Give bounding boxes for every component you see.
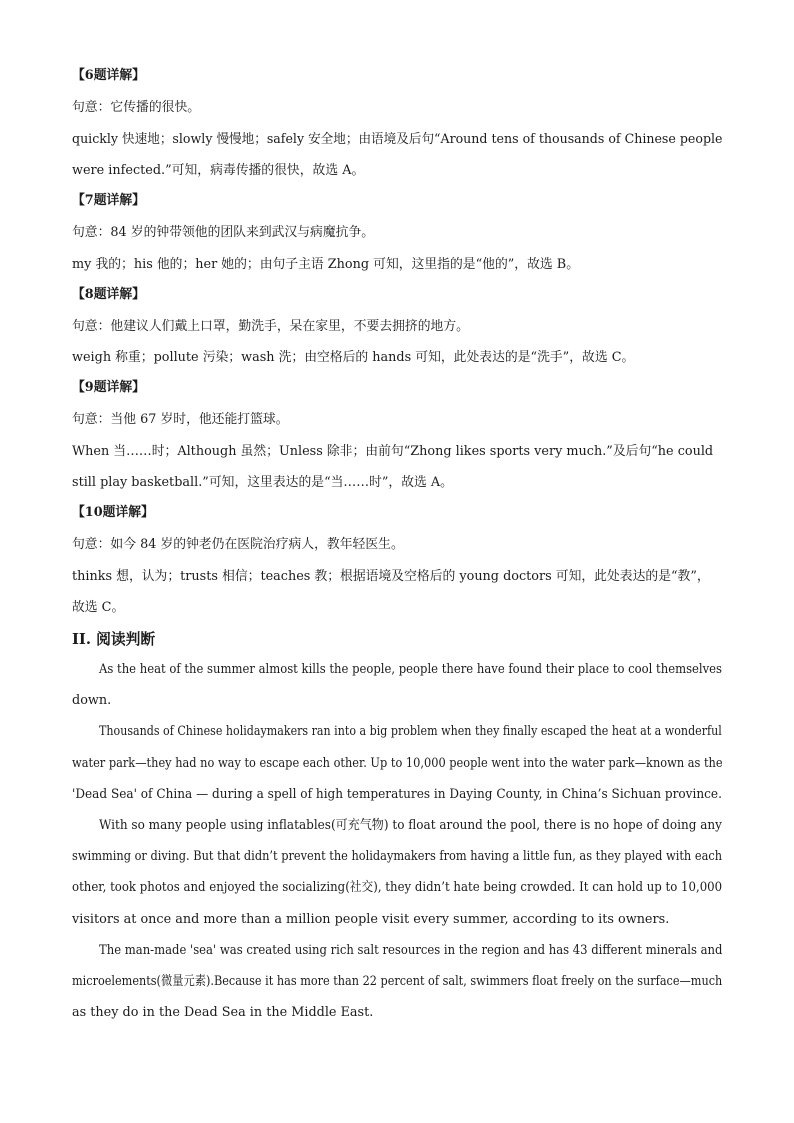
q8-meaning: 句意：他建议人们戴上口罩，勤洗手，呆在家里，不要去拥挤的地方。 [72,319,469,334]
passage-line: With so many people using inflatables(可充气物) to float around the pool, there is no hope of doing any [99,818,722,833]
passage-line: 'Dead Sea' of China — during a spell of high temperatures in Daying County, in China’s Sichuan province. [72,787,722,802]
q10-explanation-line1: thinks 想，认为；trusts 相信；teaches 教；根据语境及空格后的 young doctors 可知，此处表达的是“教”， [72,569,710,584]
section-title: II. 阅读判断 [72,630,156,648]
passage-line: As the heat of the summer almost kills the people, people there have found their place to cool themselves [99,662,723,677]
q7-heading: 【7题详解】 [72,193,145,208]
q8-explanation: weigh 称重；pollute 污染；wash 洗；由空格后的 hands 可知，此处表达的是“洗手”，故选 C。 [72,350,635,365]
q7-meaning: 句意：84 岁的钟带领他的团队来到武汉与病魔抗争。 [72,225,375,240]
q7-explanation: my 我的；his 他的；her 她的；由句子主语 Zhong 可知，这里指的是“他的”，故选 B。 [72,257,580,272]
q9-heading: 【9题详解】 [72,380,145,395]
q6-explanation-line2: were infected.”可知，病毒传播的很快，故选 A。 [72,163,365,178]
q6-meaning: 句意：它传播的很快。 [72,100,201,115]
passage-line: down. [72,693,112,708]
q10-explanation-line2: 故选 C。 [72,600,125,615]
passage-line: water park—they had no way to escape each other. Up to 10,000 people went into the water park—known as the [72,756,723,771]
passage-line: visitors at once and more than a million people visit every summer, according to its owners. [72,912,670,927]
q9-meaning: 句意：当他 67 岁时，他还能打篮球。 [72,412,289,427]
q10-meaning: 句意：如今 84 岁的钟老仍在医院治疗病人，教年轻医生。 [72,537,404,552]
q8-heading: 【8题详解】 [72,287,145,302]
passage-line: Thousands of Chinese holidaymakers ran into a big problem when they finally escaped the heat at a wonderful [99,724,722,739]
passage-line: as they do in the Dead Sea in the Middle East. [72,1005,374,1020]
passage-line: microelements(微量元素).Because it has more than 22 percent of salt, swimmers float freely on the surface—much [72,974,723,989]
q9-explanation-line2: still play basketball.”可知，这里表达的是“当……时”，故选 A。 [72,475,453,490]
passage-line: other, took photos and enjoyed the socializing(社交), they didn’t hate being crowded. It can hold up to 10,000 [72,880,723,895]
q6-heading: 【6题详解】 [72,68,145,83]
passage-line: swimming or diving. But that didn’t prevent the holidaymakers from having a little fun, as they played with each [72,849,723,864]
passage-line: The man-made 'sea' was created using rich salt resources in the region and has 43 different minerals and [99,943,723,958]
q6-explanation-line1: quickly 快速地；slowly 慢慢地；safely 安全地；由语境及后句“Around tens of thousands of Chinese people [72,132,723,147]
q10-heading: 【10题详解】 [72,505,154,520]
q9-explanation-line1: When 当……时；Although 虽然；Unless 除非；由前句“Zhong likes sports very much.”及后句“he could [72,444,714,459]
